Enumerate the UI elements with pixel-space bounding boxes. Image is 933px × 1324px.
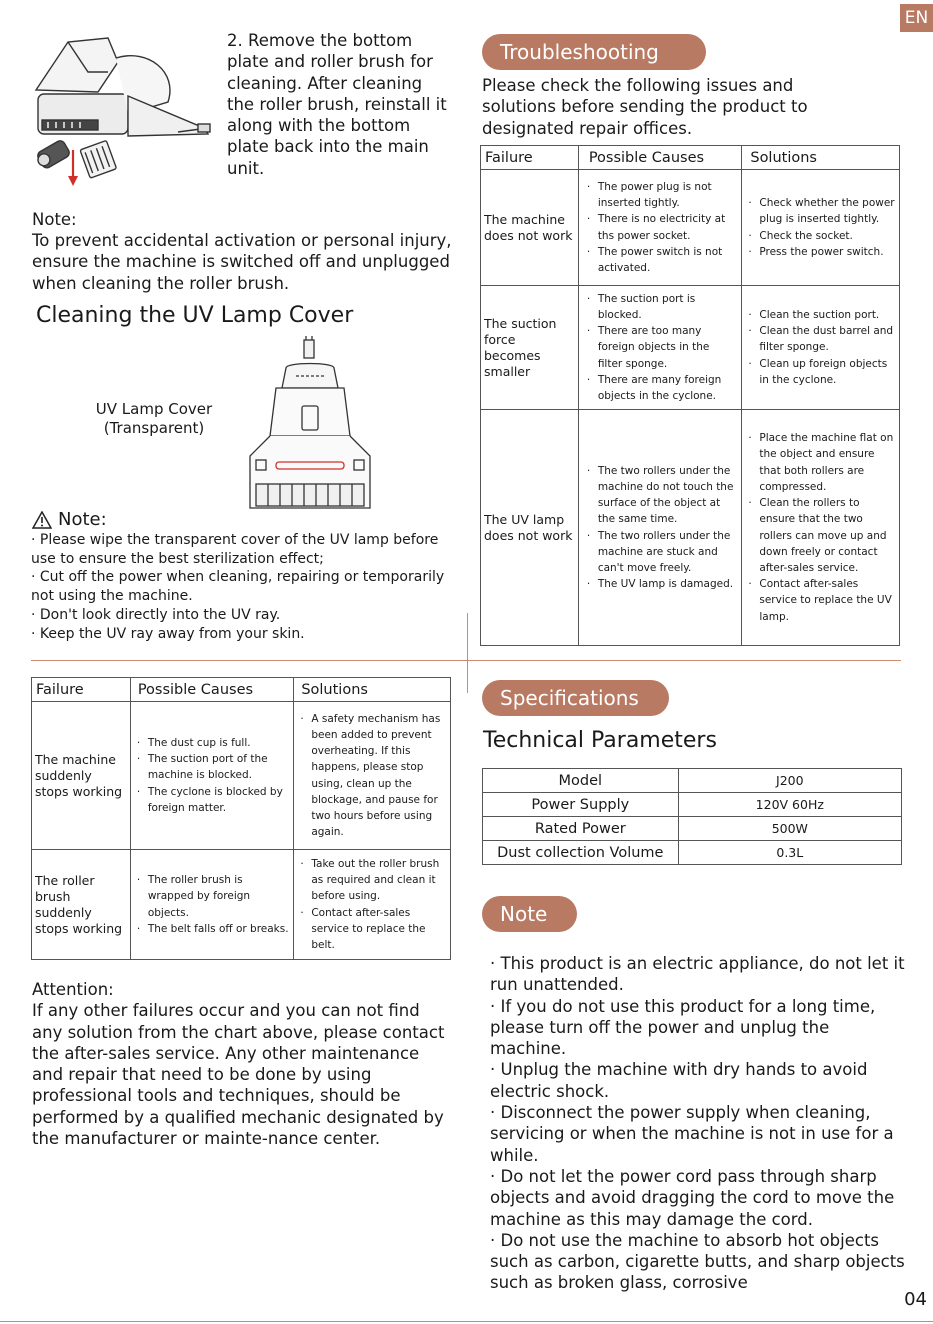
- table-row: [481, 410, 900, 646]
- warning-icon: [32, 511, 52, 529]
- solution-item: · Clean the suction port.: [746, 307, 895, 323]
- solution-item: · Contact after-sales service to replace the belt.: [298, 905, 446, 954]
- uv-lamp-label-sub: (Transparent): [103, 418, 205, 437]
- step-2-instructions: 2. Remove the bottom plate and roller brush for cleaning. After cleaning the roller brush, reinstall it along with the bottom plate back into the main unit.: [227, 31, 447, 178]
- spec-value: 120V 60Hz: [678, 793, 901, 817]
- specifications-label: Specifications: [482, 680, 669, 716]
- solution-item: · Check the socket.: [746, 228, 895, 244]
- table-header: Failure: [32, 678, 131, 702]
- cause-item: · The UV lamp is damaged.: [585, 576, 736, 592]
- vacuum-disassembly-illustration: [28, 32, 214, 192]
- spec-row: [483, 817, 902, 841]
- solution-item: · Clean the rollers to ensure that the two rollers can move up and down freely or contact after-sales service.: [746, 495, 895, 576]
- note-item: · Disconnect the power supply when cleaning, servicing or when the machine is not in use for a while.: [490, 1103, 894, 1165]
- spec-row: [483, 793, 902, 817]
- note-item: · If you do not use this product for a long time, please turn off the power and unplug the machine.: [490, 996, 876, 1059]
- cause-item: · The suction port is blocked.: [585, 291, 736, 323]
- failure-table-left: [31, 677, 451, 960]
- solution-item: · Contact after-sales service to replace the UV lamp.: [746, 576, 895, 625]
- spec-row: [483, 841, 902, 865]
- cause-item: · The roller brush is wrapped by foreign objects.: [135, 872, 290, 921]
- bottom-border: [0, 1321, 933, 1322]
- cause-item: · The belt falls off or breaks.: [135, 921, 290, 937]
- solution-item: · Place the machine flat on the object and ensure that both rollers are compressed.: [746, 430, 895, 495]
- technical-parameters-title: Technical Parameters: [483, 728, 717, 753]
- spec-label: Rated Power: [483, 817, 679, 841]
- cause-item: · The power switch is not activated.: [585, 244, 736, 276]
- note-item: · This product is an electric appliance, do not let it run unattended.: [490, 954, 905, 995]
- note-item: · Do not use the machine to absorb hot objects such as carbon, cigarette butts, and sharp objects such as broken glass, corrosive: [490, 1230, 905, 1293]
- spec-label: Power Supply: [483, 793, 679, 817]
- uv-note-item: · Keep the UV ray away from your skin.: [31, 625, 305, 642]
- notes-list: [490, 953, 910, 1294]
- cause-item: · The suction port of the machine is blocked.: [135, 751, 290, 783]
- solution-item: · Clean up foreign objects in the cyclone.: [746, 356, 895, 388]
- table-row: [32, 702, 451, 850]
- cause-item: · There are too many foreign objects in the filter sponge.: [585, 323, 736, 372]
- troubleshooting-label: Troubleshooting: [482, 34, 706, 70]
- spec-label: Model: [483, 769, 679, 793]
- uv-lamp-label: UV Lamp Cover: [95, 400, 213, 418]
- page-number: 04: [904, 1289, 927, 1310]
- table-row: [481, 286, 900, 410]
- uv-note-item: · Cut off the power when cleaning, repairing or temporarily not using the machine.: [31, 569, 445, 605]
- spec-row: [483, 769, 902, 793]
- spec-value: 0.3L: [678, 841, 901, 865]
- cause-item: · There are many foreign objects in the cyclone.: [585, 372, 736, 404]
- failure-cell: The machine suddenly stops working: [32, 702, 131, 850]
- horizontal-divider: [31, 660, 901, 661]
- note-text: To prevent accidental activation or personal injury, ensure the machine is switched off and unplugged when cleaning the roller brush.: [32, 231, 452, 293]
- uv-note-item: · Don't look directly into the UV ray.: [31, 606, 281, 623]
- solution-item: · Press the power switch.: [746, 244, 895, 260]
- solution-item: · Check whether the power plug is inserted tightly.: [746, 195, 895, 227]
- failure-cell: The UV lamp does not work: [481, 410, 579, 646]
- table-header: Failure: [481, 146, 579, 170]
- solution-item: · Take out the roller brush as required and clean it before using.: [298, 856, 446, 905]
- solution-item: · Clean the dust barrel and filter sponge.: [746, 323, 895, 355]
- failure-table-right: [480, 145, 900, 646]
- cause-item: · The dust cup is full.: [135, 735, 290, 751]
- language-tag: EN: [900, 4, 933, 32]
- spec-label: Dust collection Volume: [483, 841, 679, 865]
- cause-item: · The power plug is not inserted tightly.: [585, 179, 736, 211]
- uv-notes-list: [31, 531, 453, 643]
- uv-note-item: · Please wipe the transparent cover of the UV lamp before use to ensure the best sterilization effect;: [31, 532, 439, 567]
- table-row: [32, 850, 451, 960]
- cause-item: · The cyclone is blocked by foreign matter.: [135, 784, 290, 816]
- vertical-divider: [467, 613, 468, 693]
- attention-text: Attention: If any other failures occur and you can not find any solution from the chart above, please contact the after-sales service. Any other maintenance and repair that need to be done by using professional tools and techniques, should be performed by a qualified mechanic designated by the manufacturer or mainte-nance center.: [32, 980, 445, 1149]
- table-header: Possible Causes: [578, 146, 742, 170]
- table-header: Solutions: [742, 146, 900, 170]
- spec-table: [482, 768, 902, 865]
- note-heading: Note:: [32, 210, 77, 229]
- table-header: Possible Causes: [130, 678, 294, 702]
- uv-lamp-section-title: Cleaning the UV Lamp Cover: [36, 303, 354, 328]
- uv-note-heading: Note:: [58, 509, 107, 530]
- note-label: Note: [482, 896, 577, 932]
- cause-item: · The two rollers under the machine do not touch the surface of the object at the same time.: [585, 463, 736, 528]
- failure-cell: The machine does not work: [481, 170, 579, 286]
- table-row: [481, 170, 900, 286]
- solution-item: · A safety mechanism has been added to prevent overheating. If this happens, please stop using, clean up the blockage, and pause for two hours before using again.: [298, 711, 446, 841]
- table-header: Solutions: [294, 678, 451, 702]
- note-item: · Unplug the machine with dry hands to avoid electric shock.: [490, 1060, 868, 1101]
- uv-lamp-cover-illustration: [246, 336, 374, 512]
- failure-cell: The suction force becomes smaller: [481, 286, 579, 410]
- spec-value: J200: [678, 769, 901, 793]
- spec-value: 500W: [678, 817, 901, 841]
- cause-item: · There is no electricity at ths power socket.: [585, 211, 736, 243]
- cause-item: · The two rollers under the machine are stuck and can't move freely.: [585, 528, 736, 577]
- failure-cell: The roller brush suddenly stops working: [32, 850, 131, 960]
- note-item: · Do not let the power cord pass through sharp objects and avoid dragging the cord to move the machine as this may damage the cord.: [490, 1166, 895, 1229]
- troubleshooting-intro: Please check the following issues and solutions before sending the product to designated repair offices.: [482, 76, 808, 138]
